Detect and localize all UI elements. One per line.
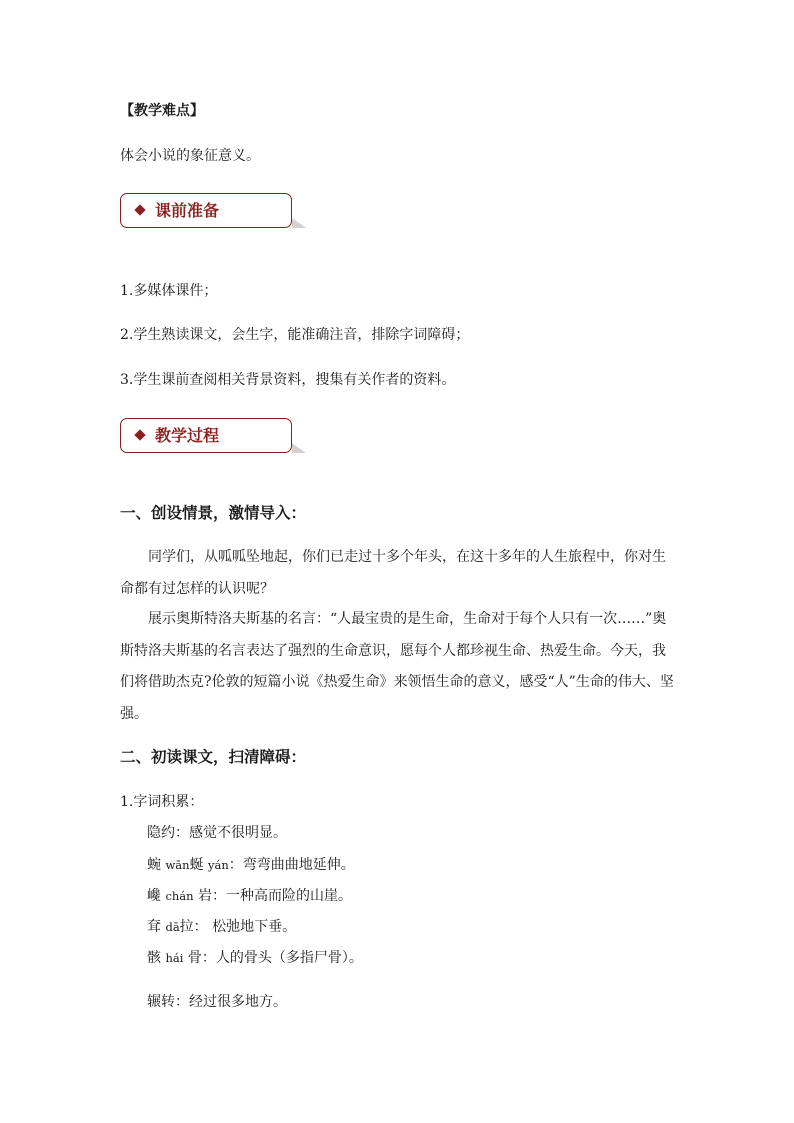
word: 巉 (147, 888, 161, 904)
section1-para1: 同学们，从呱呱坠地起，你们已走过十多个年头，在这十多年的人生旅程中，你对生命都有过怎样的认识呢？ (120, 549, 666, 597)
word-entry (147, 917, 296, 937)
section1-heading: 一、创设情景，激情导入： (120, 503, 307, 522)
prep-item-1: 1.多媒体课件； (120, 283, 218, 299)
prep-item-2: 2.学生熟读课文，会生字，能准确注音，排除字词障碍； (120, 327, 470, 343)
separator: ： (228, 857, 243, 873)
meaning: 一种高而险的山崖。 (226, 888, 353, 904)
pinyin: yán (208, 858, 229, 872)
word-entry (147, 855, 355, 875)
meaning: 弯弯曲曲地延伸。 (242, 857, 355, 873)
separator: ： (175, 825, 189, 841)
separator: ： (193, 919, 208, 935)
diamond-icon (134, 429, 145, 440)
banner-process-title: 教学过程 (155, 426, 220, 445)
meaning: 人的骨头（多指尸骨）。 (215, 950, 363, 966)
meaning: 经过很多地方。 (189, 994, 287, 1010)
word-entry (147, 948, 363, 968)
banner-prep (120, 193, 292, 228)
section1-para2: 展示奥斯特洛夫斯基的名言：“人最宝贵的是生命，生命对于每个人只有一次……”奥斯特洛夫斯基的名言表达了强烈的生命意识，愿每个人都珍视生命、热爱生命。今天，我们将借助杰克?伦敦的短篇小说《热爱生命》来领悟生命的意义，感受“人”生命的伟大、坚强。 (120, 611, 674, 722)
word: 拉 (179, 919, 194, 935)
section2-heading: 二、初读课文，扫清障碍： (120, 747, 307, 766)
banner-shadow (292, 443, 306, 453)
word: 骸 (147, 950, 161, 966)
separator: ： (212, 888, 227, 904)
pinyin: wān (165, 858, 190, 872)
word: 辗转 (147, 994, 175, 1010)
pinyin: dā (165, 920, 180, 934)
separator: ： (201, 950, 216, 966)
banner-prep-title: 课前准备 (155, 201, 220, 220)
word-entry (147, 886, 352, 906)
word: 岩 (198, 888, 213, 904)
word: 蜿 (147, 857, 161, 873)
prep-item-3: 3.学生课前查阅相关背景资料，搜集有关作者的资料。 (120, 372, 456, 388)
meaning: 松弛地下垂。 (212, 919, 297, 935)
banner-process (120, 418, 292, 453)
word: 耷 (147, 919, 161, 935)
pinyin: chán (165, 889, 194, 903)
section2-sub: 1.字词积累： (120, 794, 204, 810)
meaning: 感觉不很明显。 (189, 825, 287, 841)
word-entry (147, 992, 287, 1012)
word: 骨 (187, 950, 202, 966)
pinyin: hái (165, 951, 184, 965)
separator: ： (175, 994, 189, 1010)
banner-shadow (292, 218, 306, 228)
word-entry (147, 823, 287, 843)
difficulty-heading: 【教学难点】 (120, 103, 204, 119)
diamond-icon (134, 204, 145, 215)
word: 蜒 (189, 857, 204, 873)
difficulty-text: 体会小说的象征意义。 (120, 148, 260, 164)
word: 隐约 (147, 825, 175, 841)
